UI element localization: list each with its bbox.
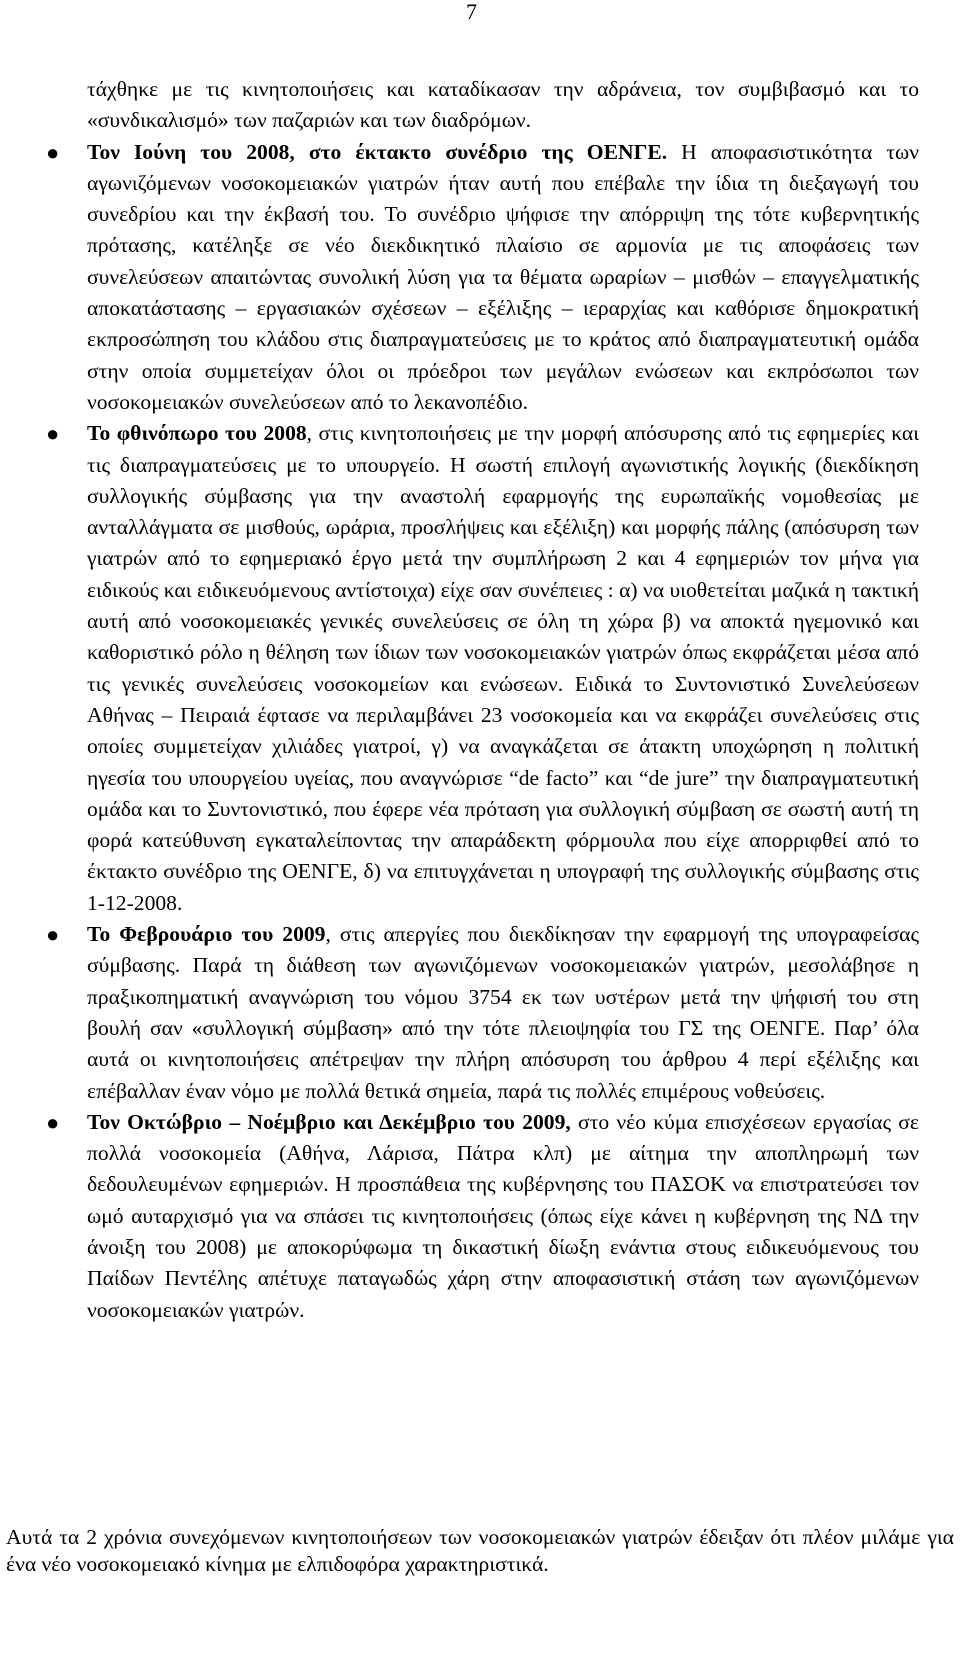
item-text: τάχθηκε με τις κινητοποιήσεις και καταδίκασαν την αδράνεια, τον συμβιβασμό και το «συνδικαλισμό» των παζαριών και των διαδρόμων.	[87, 77, 919, 133]
document-body	[0, 74, 960, 1326]
bullet-icon: ●	[46, 421, 60, 447]
list-item	[46, 919, 919, 1107]
item-lead: Τον Ιούνη του 2008, στο έκτακτο συνέδριο της ΟΕΝΓΕ.	[87, 139, 668, 164]
bullet-icon: ●	[46, 1109, 60, 1135]
list-item	[46, 1107, 919, 1326]
item-text: , στις απεργίες που διεκδίκησαν την εφαρμογή της υπογραφείσας σύμβασης. Παρά τη διάθεση των αγωνιζόμενων νοσοκομειακών γιατρών, μεσολάβησε η πραξικοπηματική αναγνώριση του νόμου 3754 εκ των υστέρων μετά την ψήφισή του στη βουλή σαν «συλλογική σύμβαση» από την τότε πλειοψηφία του ΓΣ της ΟΕΝΓΕ. Παρ’ όλα αυτά οι κινητοποιήσεις απέτρεψαν την πλήρη απόσυρση του άρθρου 4 περί εξέλιξης και επέβαλλαν έναν νόμο με πολλά θετικά σημεία, παρά τις πολλές επιμέρους νοθεύσεις.	[87, 922, 919, 1103]
list-item	[87, 74, 919, 137]
item-text: Η αποφασιστικότητα των αγωνιζόμενων νοσοκομειακών γιατρών ήταν αυτή που επέβαλε την ίδια τη διεξαγωγή του συνεδρίου και την έκβασή του. Το συνέδριο ψήφισε την απόρριψη της τότε κυβερνητικής πρότασης, κατέληξε σε νέο διεκδικητικό πλαίσιο σε αρμονία με τις αποφάσεις των συνελεύσεων απαιτώντας συνολική λύση για τα θέματα ωραρίων – μισθών – επαγγελματικής αποκατάστασης – εργασιακών σχέσεων – εξέλιξης – ιεραρχίας και καθόρισε δημοκρατική εκπροσώπηση του κλάδου στις διαπραγματεύσεις με το κράτος από διαπραγματευτική ομάδα στην οποία συμμετείχαν όλοι οι πρόεδροι των μεγάλων ενώσεων και εκπρόσωποι των νοσοκομειακών συνελεύσεων από το λεκανοπέδιο.	[87, 139, 919, 414]
closing-paragraph: Αυτά τα 2 χρόνια συνεχόμενων κινητοποιήσεων των νοσοκομειακών γιατρών έδειξαν ότι πλέον μιλάμε για ένα νέο νοσοκομειακό κίνημα με ελπιδοφόρα χαρακτηριστικά.	[6, 1525, 954, 1576]
list-item	[46, 137, 919, 419]
event-list	[0, 74, 919, 1326]
page-number: 7	[466, 0, 477, 24]
bullet-icon: ●	[46, 922, 60, 948]
item-text: στο νέο κύμα επισχέσεων εργασίας σε πολλά νοσοκομεία (Αθήνα, Λάρισα, Πάτρα κλπ) με αίτημα την αποπληρωμή των δεδουλευμένων εφημεριών. Η προσπάθεια της κυβέρνησης του ΠΑΣΟΚ να επιστρατεύσει τον ωμό αυταρχισμό για να σπάσει τις κινητοποιήσεις (όπως είχε κάνει η κυβέρνηση της ΝΔ την άνοιξη του 2008) με αποκορύφωμα τη δικαστική δίωξη ενάντια στους ειδικευόμενους του Παίδων Πεντέλης απέτυχε παταγωδώς χάρη στην αποφασιστική στάση των αγωνιζόμενων νοσοκομειακών γιατρών.	[87, 1109, 919, 1322]
item-text: , στις κινητοποιήσεις με την μορφή απόσυρσης από τις εφημερίες και τις διαπραγματεύσεις με το υπουργείο. Η σωστή επιλογή αγωνιστικής λογικής (διεκδίκηση συλλογικής σύμβασης για την αναστολή εφαρμογής της ευρωπαϊκής νομοθεσίας με ανταλλάγματα σε μισθούς, ωράρια, προσλήψεις και εξέλιξη) και μορφής πάλης (απόσυρση των γιατρών από το εφημεριακό έργο μετά την συμπλήρωση 2 και 4 εφημεριών τον μήνα για ειδικούς και ειδικευόμενους αντίστοιχα) είχε σαν συνέπειες : α) να υιοθετείται μαζικά η τακτική αυτή από νοσοκομειακές γενικές συνελεύσεις σε όλη τη χώρα β) να αποκτά ηγεμονικό και καθοριστικό ρόλο η θέληση των ίδιων των νοσοκομειακών γιατρών όπως εκφράζεται μέσα από τις γενικές συνελεύσεις νοσοκομείων και ενώσεων. Ειδικά το Συντονιστικό Συνελεύσεων Αθήνας – Πειραιά έφτασε να περιλαμβάνει 23 νοσοκομεία και να εκφράζει συνελεύσεις στις οποίες συμμετείχαν χιλιάδες γιατροί, γ) να αναγκάζεται σε άτακτη υποχώρηση η πολιτική ηγεσία του υπουργείου υγείας, που αναγνώρισε “de facto” και “de jure” την διαπραγματευτική ομάδα και το Συντονιστικό, που έφερε νέα πρόταση για συλλογική σύμβαση σε σωστή αυτή τη φορά κατεύθυνση εγκαταλείποντας την απαράδεκτη φόρμουλα που είχε απορριφθεί από το έκτακτο συνέδριο της ΟΕΝΓΕ, δ) να επιτυγχάνεται η υπογραφή της συλλογικής σύμβασης στις 1-12-2008.	[87, 421, 920, 915]
item-lead: Το Φεβρουάριο του 2009	[87, 922, 326, 947]
bullet-icon: ●	[46, 139, 60, 165]
item-lead: Τον Οκτώβριο – Νοέμβριο και Δεκέμβριο του 2009,	[87, 1109, 571, 1134]
item-lead: Το φθινόπωρο του 2008	[87, 421, 307, 446]
list-item	[46, 418, 920, 919]
